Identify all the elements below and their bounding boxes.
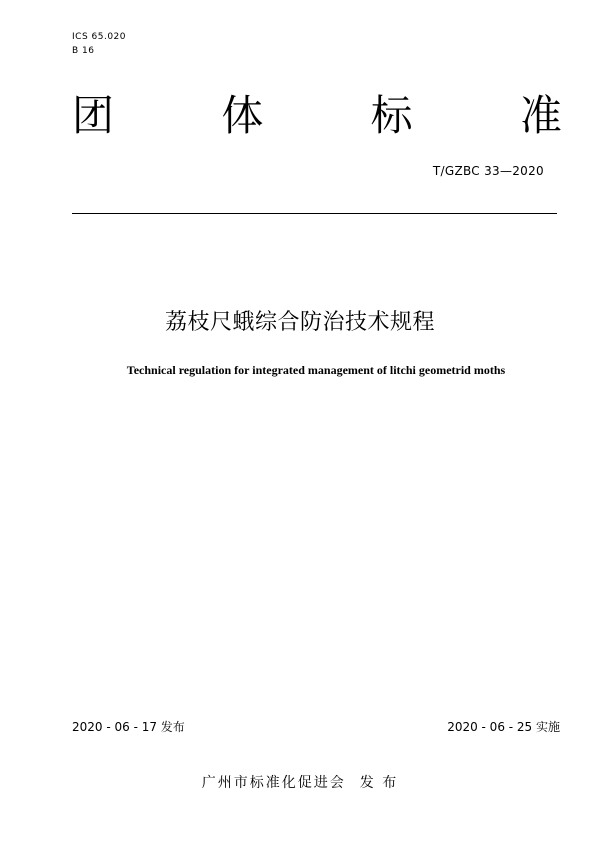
standard-kind-heading [72,92,562,140]
issuer-line [0,772,600,792]
issuer-action: 发 布 [359,775,399,791]
ccs-code: B 16 [72,46,95,56]
ics-code: ICS 65.020 [72,32,127,42]
implement-date: 2020 - 06 - 25 实施 [447,720,560,734]
header-divider [72,213,557,214]
standard-kind-char: 标 [370,91,413,140]
issue-date: 2020 - 06 - 17 发布 [72,720,185,734]
standard-kind-char: 体 [221,91,264,140]
title-english: Technical regulation for integrated management of litchi geometrid moths [126,363,506,377]
title-chinese: 荔枝尺蛾综合防治技术规程 [164,310,435,335]
standard-number: T/GZBC 33—2020 [432,164,544,178]
standard-kind-char: 准 [519,91,562,140]
standard-kind-char: 团 [72,91,115,140]
issuer-organization: 广州市标准化促进会 [201,775,346,791]
classification-codes [72,30,126,58]
